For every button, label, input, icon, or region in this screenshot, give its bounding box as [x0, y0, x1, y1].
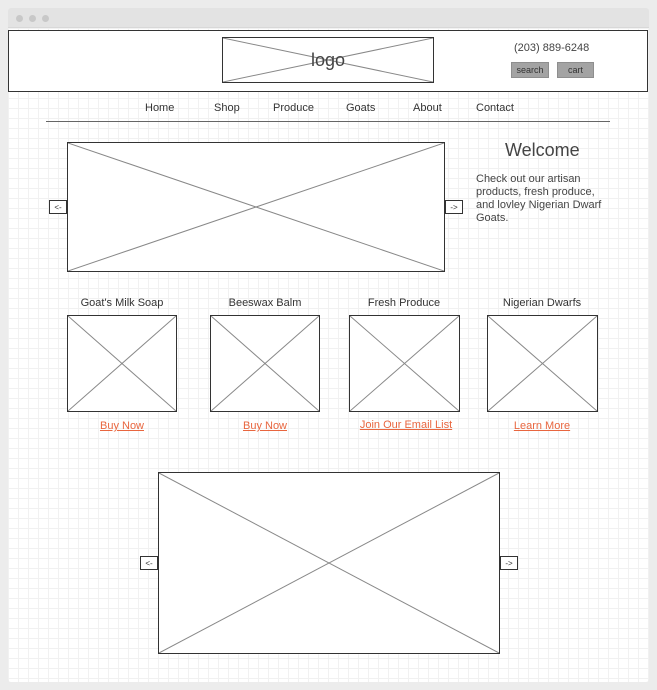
- learn-more-link[interactable]: Learn More: [513, 420, 571, 432]
- product-image-produce[interactable]: [349, 315, 460, 412]
- buy-now-link-soap[interactable]: Buy Now: [99, 420, 145, 432]
- window-close-dot[interactable]: [16, 15, 23, 22]
- gallery-prev-arrow[interactable]: <-: [140, 556, 158, 570]
- window-minimize-dot[interactable]: [29, 15, 36, 22]
- nav-item-shop[interactable]: Shop: [214, 102, 240, 114]
- product-title-soap: Goat's Milk Soap: [80, 297, 164, 309]
- image-placeholder-icon: [488, 316, 597, 411]
- search-button[interactable]: search: [511, 62, 549, 78]
- email-list-link[interactable]: Join Our Email List: [359, 419, 453, 431]
- logo-text: logo: [310, 49, 346, 70]
- hero-slider-image: [67, 142, 445, 272]
- cart-button[interactable]: cart: [557, 62, 594, 78]
- nav-item-about[interactable]: About: [413, 102, 442, 114]
- nav-item-produce[interactable]: Produce: [273, 102, 314, 114]
- logo-placeholder[interactable]: [222, 37, 434, 83]
- nav-item-contact[interactable]: Contact: [476, 102, 514, 114]
- gallery-next-arrow[interactable]: ->: [500, 556, 518, 570]
- browser-window: [8, 8, 649, 682]
- hero-next-arrow[interactable]: ->: [445, 200, 463, 214]
- image-placeholder-icon: [211, 316, 319, 411]
- welcome-text: Check out our artisan products, fresh produce, and lovley Nigerian Dwarf Goats.: [476, 173, 602, 224]
- image-placeholder-icon: [68, 143, 444, 271]
- window-titlebar: [8, 8, 649, 28]
- welcome-heading: Welcome: [505, 140, 580, 160]
- product-title-balm: Beeswax Balm: [228, 297, 302, 309]
- hero-prev-arrow[interactable]: <-: [49, 200, 67, 214]
- nav-divider: [46, 121, 610, 122]
- product-title-produce: Fresh Produce: [367, 297, 441, 309]
- window-maximize-dot[interactable]: [42, 15, 49, 22]
- product-image-soap[interactable]: [67, 315, 177, 412]
- nav-item-goats[interactable]: Goats: [346, 102, 376, 114]
- nav-item-home[interactable]: Home: [145, 102, 175, 114]
- buy-now-link-balm[interactable]: Buy Now: [242, 420, 288, 432]
- product-title-goats: Nigerian Dwarfs: [502, 297, 582, 309]
- gallery-slider-image: [158, 472, 500, 654]
- product-image-goats[interactable]: [487, 315, 598, 412]
- image-placeholder-icon: [68, 316, 176, 411]
- phone-number: (203) 889-6248: [514, 42, 590, 54]
- image-placeholder-icon: [159, 473, 499, 653]
- image-placeholder-icon: [350, 316, 459, 411]
- product-image-balm[interactable]: [210, 315, 320, 412]
